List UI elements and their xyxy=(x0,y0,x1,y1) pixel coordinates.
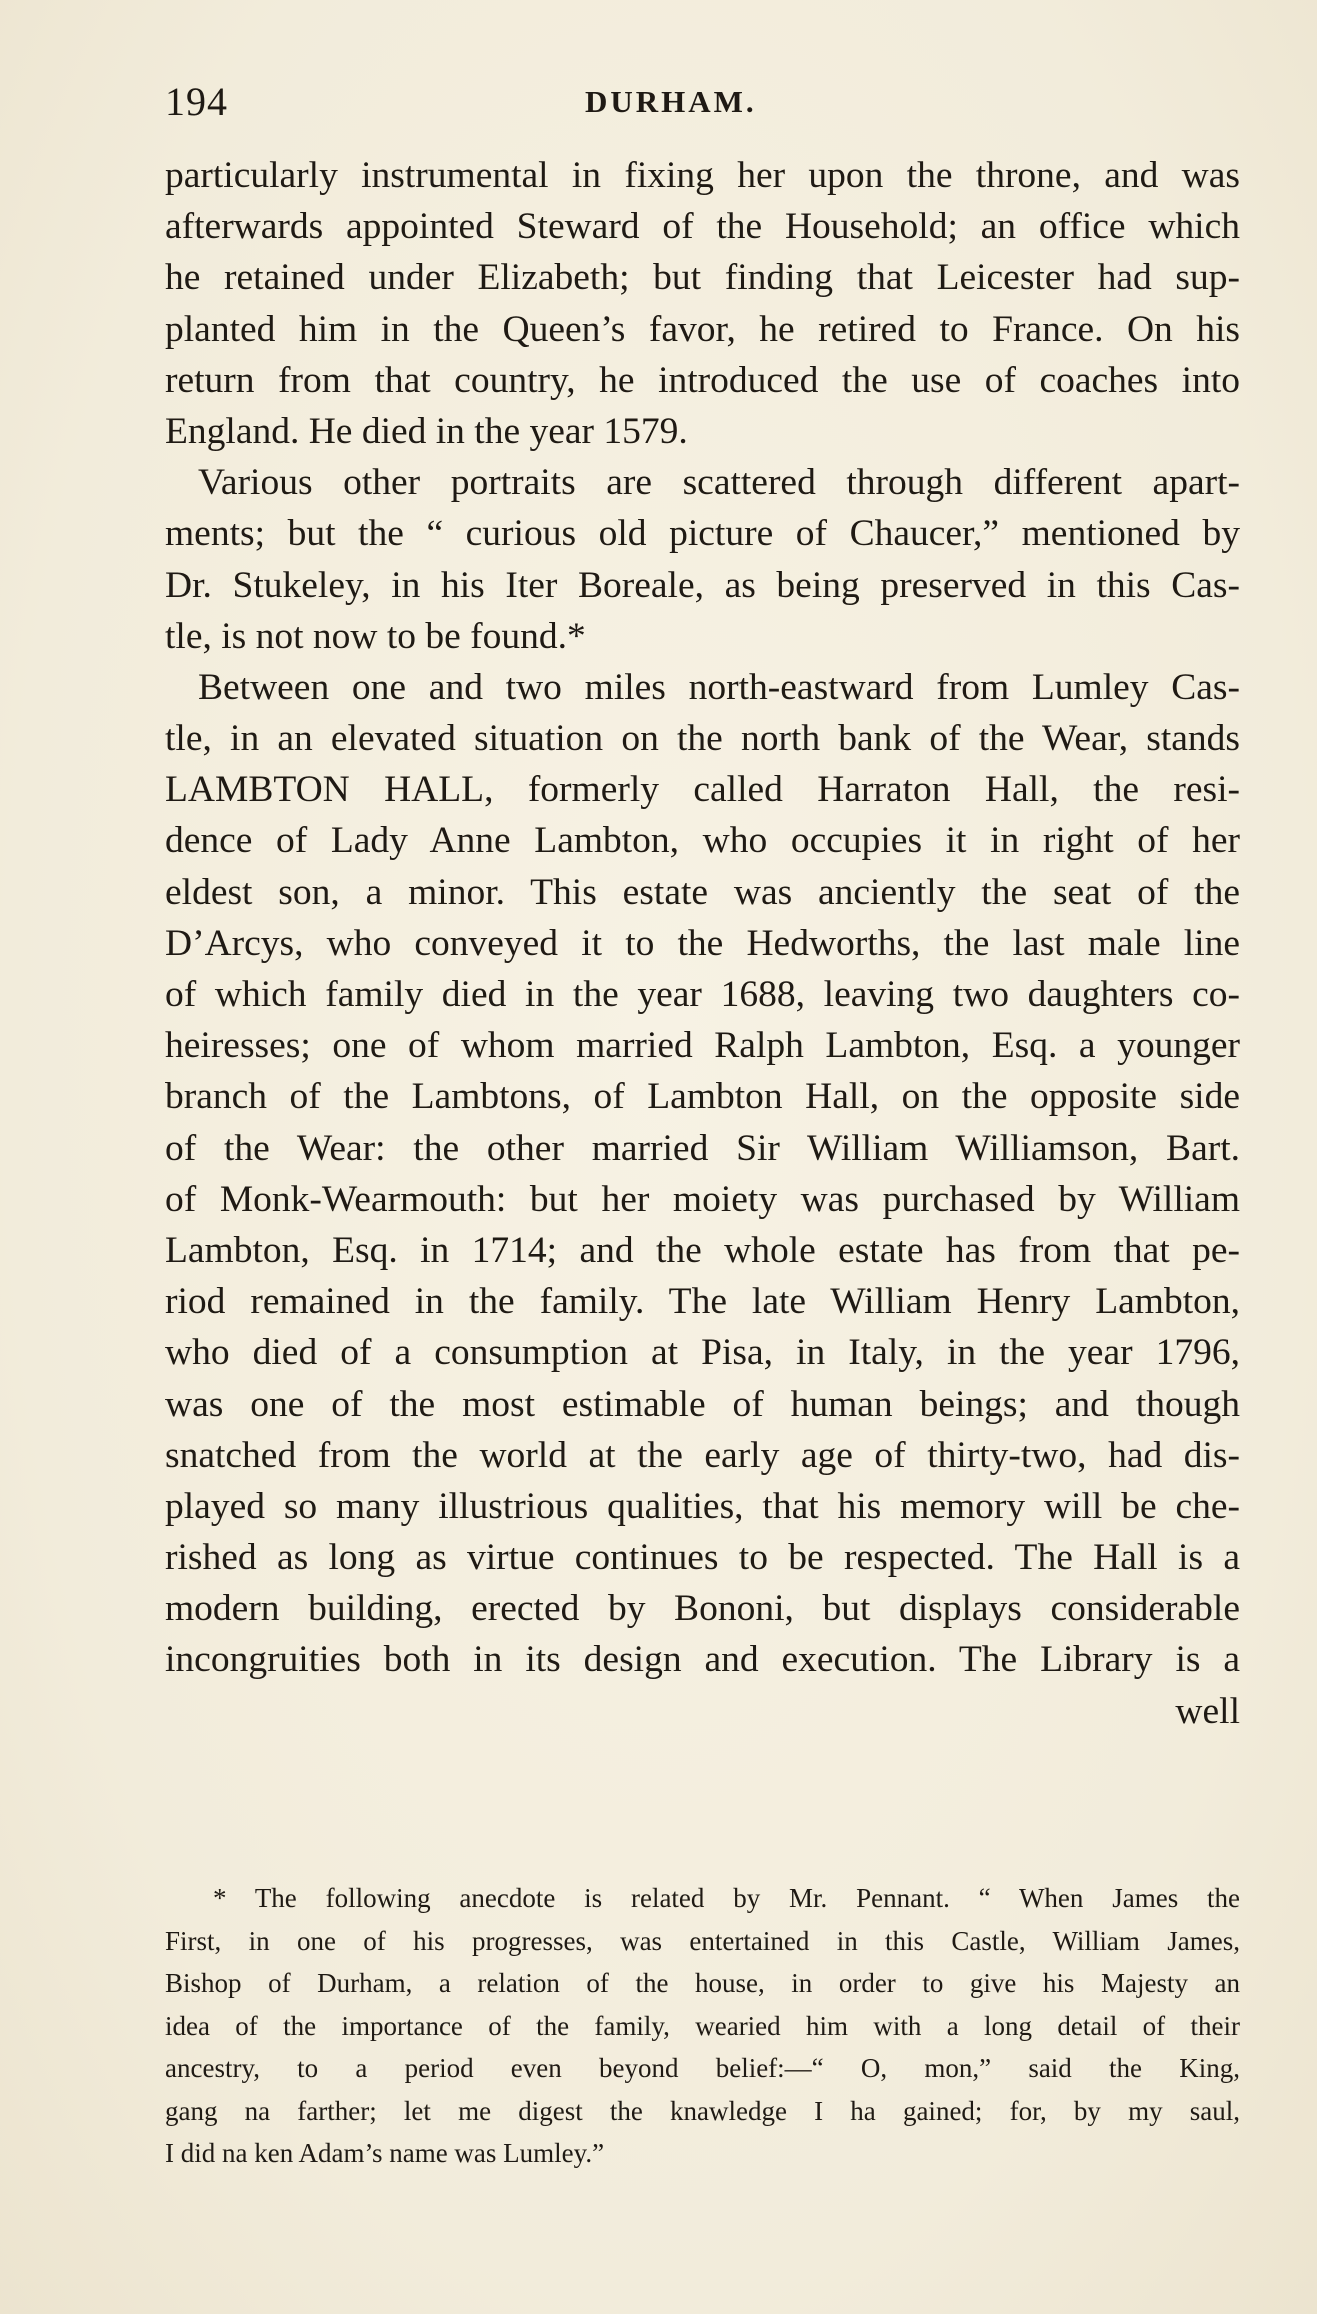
footnote-line: idea of the importance of the family, wearied him with a long detail of their xyxy=(165,2010,1240,2041)
text-line: dence of Lady Anne Lambton, who occupies it in right of her xyxy=(165,820,1240,862)
text-line: ments; but the “ curious old picture of Chaucer,” mentioned by xyxy=(165,513,1240,555)
text-line: snatched from the world at the early age of thirty-two, had dis- xyxy=(165,1434,1240,1476)
text-line: Various other portraits are scattered through different apart- xyxy=(198,462,1240,504)
text-line: Between one and two miles north-eastward from Lumley Cas- xyxy=(198,666,1240,708)
text-line: tle, is not now to be found.* xyxy=(165,615,586,657)
text-line: he retained under Elizabeth; but finding that Leicester had sup- xyxy=(165,257,1240,299)
text-line: return from that country, he introduced the use of coaches into xyxy=(165,359,1240,401)
footnote-line: * The following anecdote is related by Mr. Pennant. “ When James the xyxy=(213,1883,1240,1913)
text-line: eldest son, a minor. This estate was anciently the seat of the xyxy=(165,871,1240,913)
text-line: afterwards appointed Steward of the Household; an office which xyxy=(165,206,1240,248)
text-line: incongruities both in its design and execution. The Library is a xyxy=(165,1639,1240,1681)
text-line: of the Wear: the other married Sir William Williamson, Bart. xyxy=(165,1127,1240,1169)
page-header xyxy=(165,78,1240,128)
footnote-line: ancestry, to a period even beyond belief:—“ O, mon,” said the King, xyxy=(165,2053,1240,2083)
catchword: well xyxy=(1175,1690,1240,1732)
text-line: planted him in the Queen’s favor, he retired to France. On his xyxy=(165,308,1240,350)
text-line: D’Arcys, who conveyed it to the Hedworths, the last male line xyxy=(165,922,1240,964)
footnote-line: First, in one of his progresses, was entertained in this Castle, William James, xyxy=(165,1925,1240,1956)
text-line: played so many illustrious qualities, that his memory will be che- xyxy=(165,1485,1240,1527)
footnote-line: gang na farther; let me digest the knawledge I ha gained; for, by my saul, xyxy=(165,2095,1240,2126)
text-line: heiresses; one of whom married Ralph Lambton, Esq. a younger xyxy=(165,1025,1240,1067)
footnote-line: I did na ken Adam’s name was Lumley.” xyxy=(165,2138,605,2168)
body-text xyxy=(165,150,1240,1737)
text-line: LAMBTON HALL, formerly called Harraton Hall, the resi- xyxy=(165,769,1240,811)
text-line: was one of the most estimable of human beings; and though xyxy=(165,1383,1240,1425)
text-line: tle, in an elevated situation on the north bank of the Wear, stands xyxy=(165,718,1240,760)
text-line: modern building, erected by Bononi, but displays considerable xyxy=(165,1588,1240,1630)
page-number: 194 xyxy=(165,79,228,124)
text-line: riod remained in the family. The late William Henry Lambton, xyxy=(165,1281,1240,1323)
text-line: Dr. Stukeley, in his Iter Boreale, as being preserved in this Cas- xyxy=(165,564,1240,606)
footnote-line: Bishop of Durham, a relation of the house, in order to give his Majesty an xyxy=(165,1968,1240,1998)
text-line: rished as long as virtue continues to be respected. The Hall is a xyxy=(165,1537,1240,1579)
text-line: particularly instrumental in fixing her upon the throne, and was xyxy=(165,155,1240,196)
text-line: branch of the Lambtons, of Lambton Hall, on the opposite side xyxy=(165,1076,1240,1118)
running-head: DURHAM. xyxy=(585,84,757,119)
footnote xyxy=(165,1877,1240,2175)
text-line: of Monk-Wearmouth: but her moiety was purchased by William xyxy=(165,1178,1240,1220)
text-line: England. He died in the year 1579. xyxy=(165,410,688,452)
text-line: of which family died in the year 1688, leaving two daughters co- xyxy=(165,974,1240,1015)
text-line: Lambton, Esq. in 1714; and the whole estate has from that pe- xyxy=(165,1229,1240,1271)
text-line: who died of a consumption at Pisa, in Italy, in the year 1796, xyxy=(165,1332,1240,1374)
